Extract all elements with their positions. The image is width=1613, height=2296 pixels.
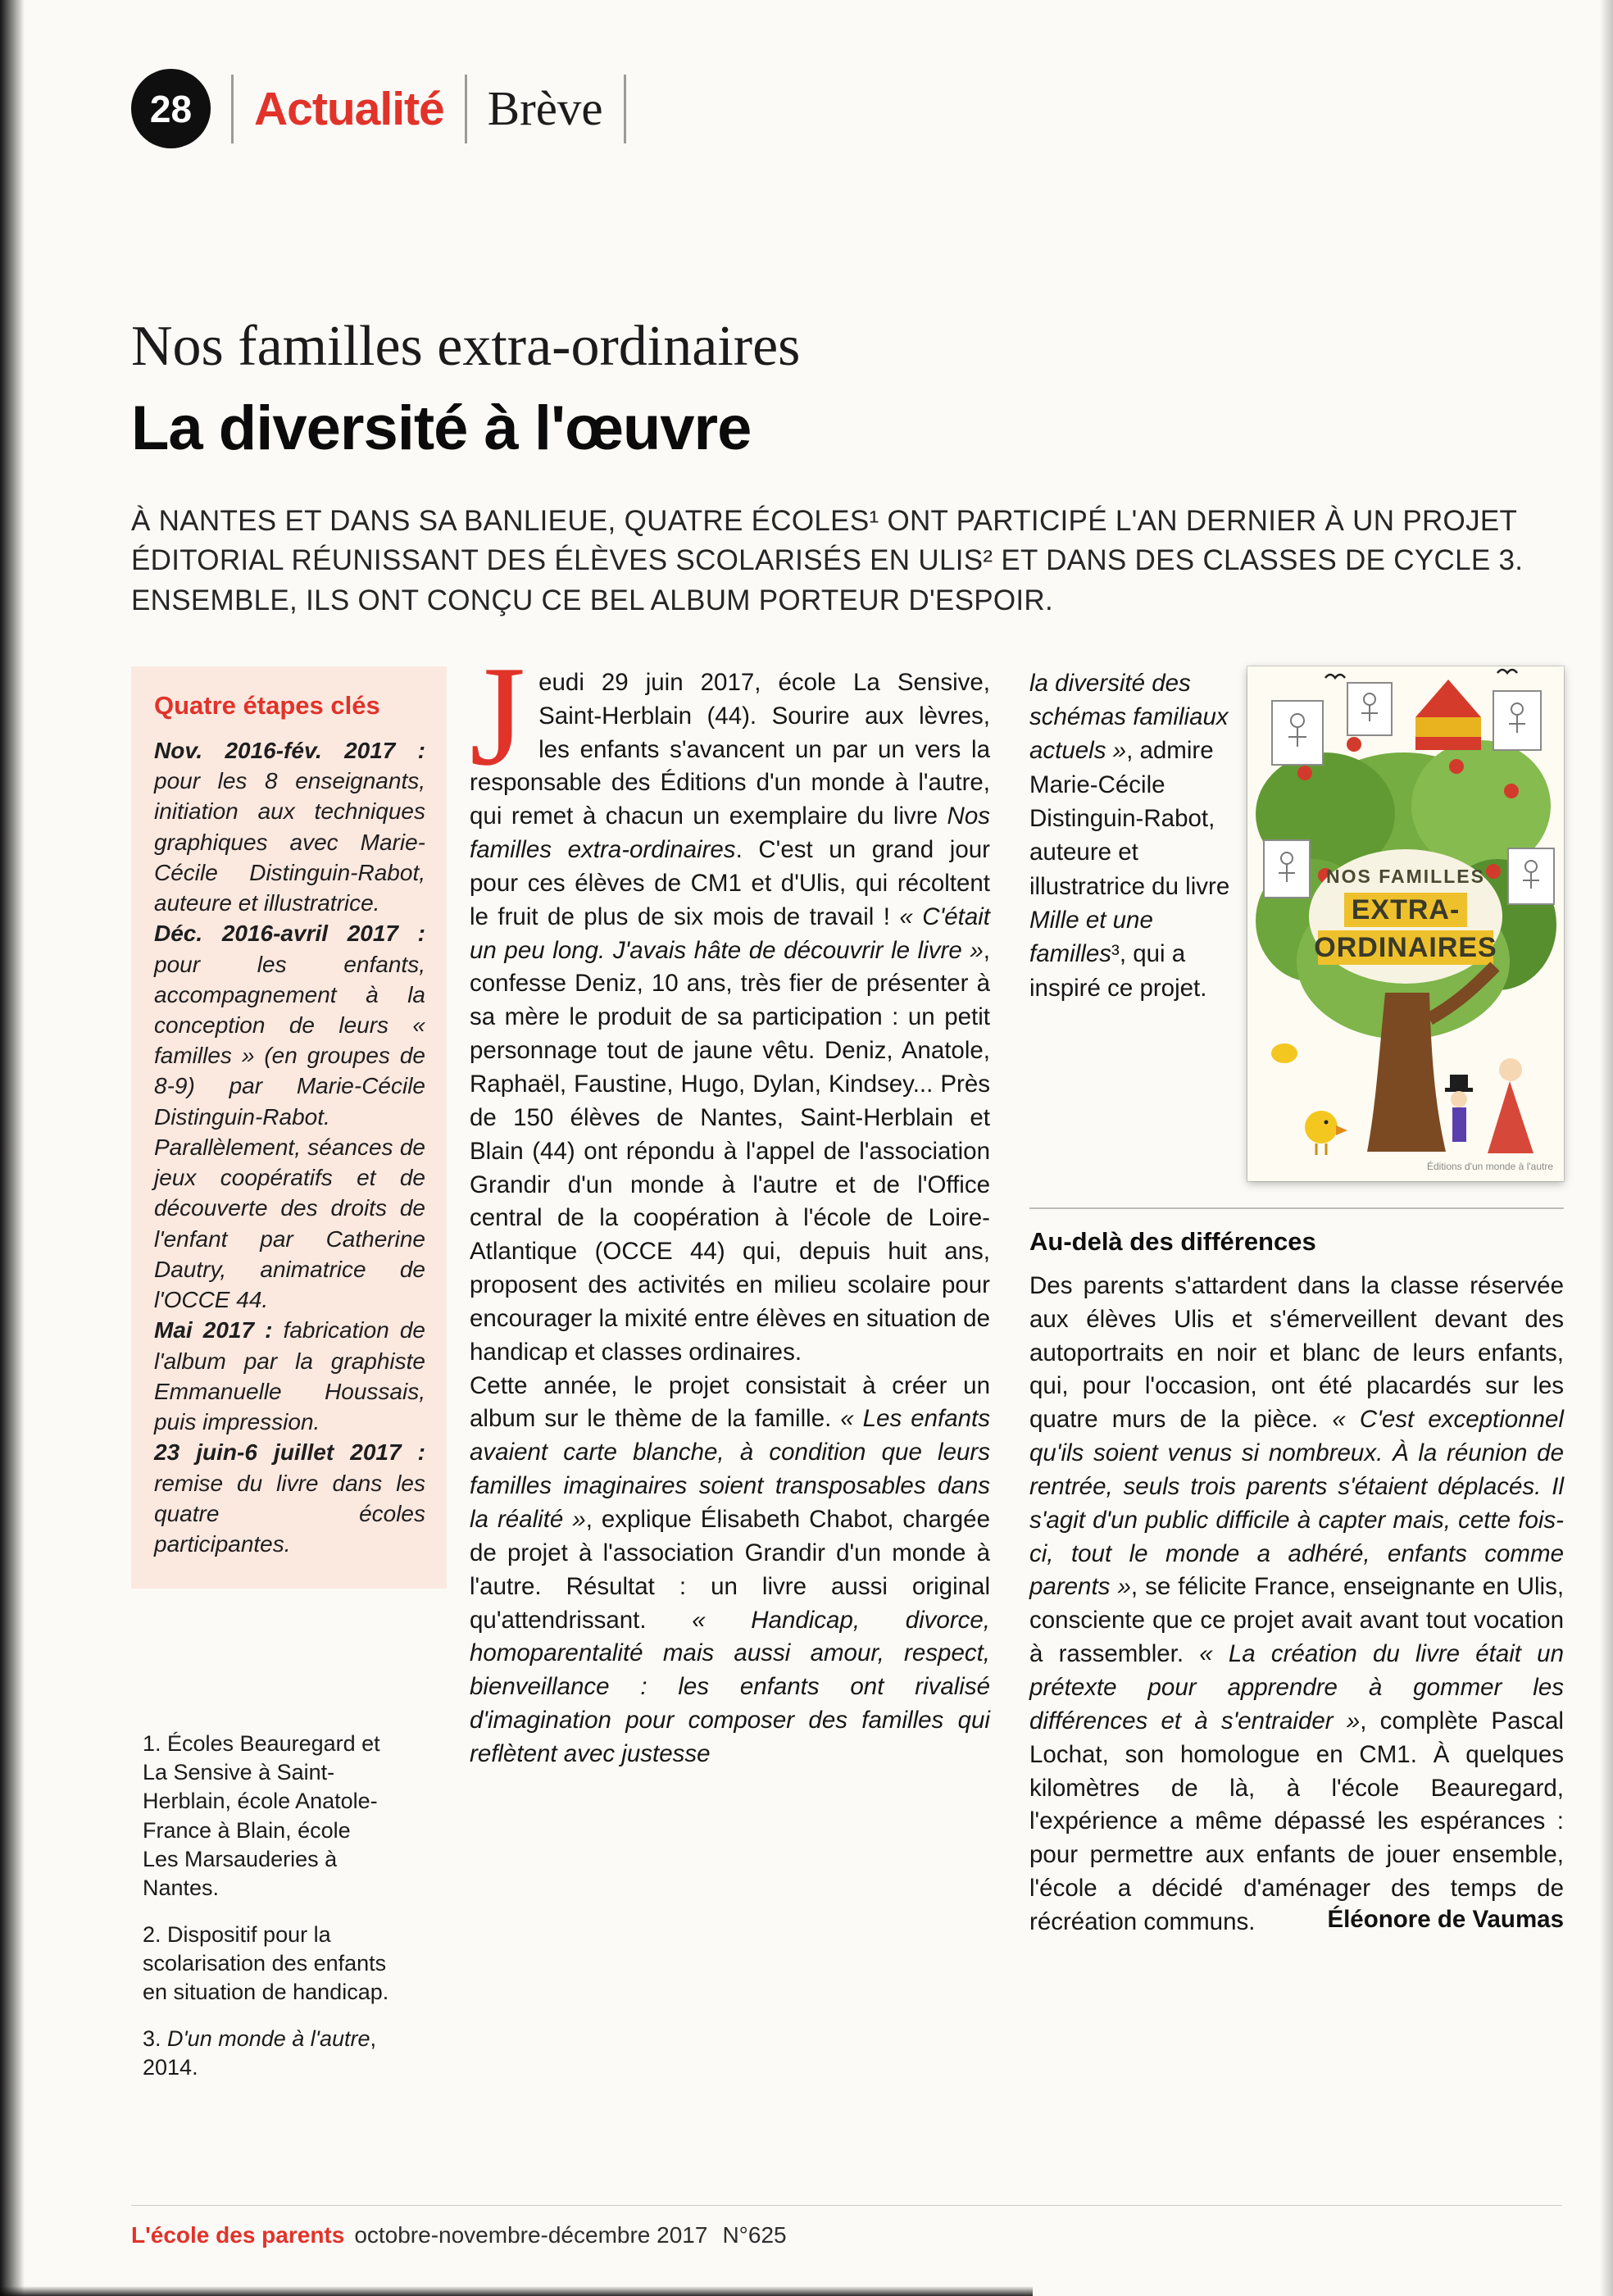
issue-period: octobre-novembre-décembre 2017 bbox=[354, 2222, 708, 2248]
body-paragraph: Des parents s'attardent dans la classe réservée aux élèves Ulis et s'émerveillent devant des autoportraits en noir et blanc de leurs enfants, qui, pour l'occasion, ont été placardés sur les quatre murs de la pièce. « C'est exceptionnel qu'ils soient venus si nombreux. À la réunion de rentrée, seuls trois parents s'étaient déplacés. Il s'agit d'un public difficile à capter mais, cette fois-ci, tout le monde a adhéré, enfants comme parents », se félicite France, enseignante en Ulis, consciente que ce projet avait avant tout vocation à rassembler. « La création du livre était un prétexte pour apprendre à gommer les différences et à s'entraider », complète Pascal Lochat, son homologue en CM1. À quelques kilomètres de là, à l'école Beauregard, l'expérience a même dépassé les espérances : pour permettre aux enfants de jouer ensemble, l'école a décidé d'aménager des temps de récréation communs. bbox=[1029, 1271, 1565, 1935]
scan-edge-bottom bbox=[0, 2286, 1033, 2296]
scan-edge-right bbox=[1600, 0, 1613, 2296]
footnotes bbox=[143, 1730, 390, 2082]
key-steps-title: Quatre étapes clés bbox=[154, 690, 380, 720]
body-paragraph: Cette année, le projet consistait à créer un album sur le thème de la famille. « Les enfants avaient carte blanche, à condition que leurs familles imaginaires soient transposables dans la réalité », explique Élisabeth Chabot, chargée de projet à l'association Grandir d'un monde à l'autre. Résultat : un livre aussi original qu'attendrissant. « Handicap, divorce, homoparentalité mais aussi amour, respect, bienveillance : les enfants ont rivalisé d'imagination pour composer des familles qui reflètent avec justesse bbox=[470, 1371, 990, 1767]
dropcap: J bbox=[470, 635, 526, 795]
kicker-title: Nos familles extra-ordinaires bbox=[131, 315, 801, 378]
rubric-label: Brève bbox=[487, 81, 603, 135]
section-rule bbox=[1029, 1207, 1564, 1209]
cover-series-title: NOS FAMILLES bbox=[1326, 865, 1485, 887]
masthead bbox=[131, 69, 1564, 148]
subsection-heading: Au-delà des différences bbox=[1029, 1226, 1316, 1256]
article-columns bbox=[131, 635, 1565, 2100]
issue-number: N°625 bbox=[722, 2222, 787, 2248]
book-cover-illustration bbox=[1247, 666, 1564, 1181]
masthead-divider bbox=[465, 75, 467, 143]
key-step: Déc. 2016-avril 2017 : pour les enfants, accompagnement à la conception de leurs « familles » (en groupes de 8-9) par Marie-Cécile Distinguin-Rabot. Parallèlement, séances de jeux coopératifs et de découverte des droits de l'enfant par Catherine Dautry, animatrice de l'OCCE 44. bbox=[154, 921, 425, 1313]
continuation-text bbox=[1029, 666, 1233, 1005]
scan-edge-left bbox=[0, 0, 25, 2296]
footnote: 1. Écoles Beauregard et La Sensive à Saint-Herblain, école Anatole-France à Blain, école Les Marsauderies à Nantes. bbox=[143, 1731, 380, 1900]
left-column bbox=[131, 666, 447, 2100]
page-number-badge bbox=[131, 69, 211, 148]
cover-title-line1: EXTRA- bbox=[1351, 893, 1461, 925]
key-step: Nov. 2016-fév. 2017 : pour les 8 enseignants, initiation aux techniques graphiques avec Marie-Cécile Distinguin-Rabot, auteure et illustratrice. bbox=[154, 737, 425, 916]
section-label: Actualité bbox=[254, 82, 444, 135]
page-number: 28 bbox=[149, 87, 193, 130]
page-footer bbox=[131, 2205, 1562, 2248]
key-step: Mai 2017 : fabrication de l'album par la graphiste Emmanuelle Houssais, puis impression. bbox=[154, 1317, 425, 1435]
right-column-top bbox=[1029, 666, 1564, 1181]
cover-publisher: Éditions d'un monde à l'autre bbox=[1426, 1160, 1554, 1172]
magazine-name: L'école des parents bbox=[131, 2222, 345, 2248]
byline: Éléonore de Vaumas bbox=[1327, 1905, 1564, 1933]
headline: La diversité à l'œuvre bbox=[131, 393, 752, 463]
cover-title-line2: ORDINAIRES bbox=[1314, 931, 1497, 963]
body-paragraph: la diversité des schémas familiaux actuels », admire Marie-Cécile Distinguin-Rabot, auteure et illustratrice du livre Mille et une familles³, qui a inspiré ce projet. bbox=[1029, 669, 1230, 1002]
key-steps-box bbox=[131, 666, 447, 1589]
footnote: 2. Dispositif pour la scolarisation des enfants en situation de handicap. bbox=[143, 1921, 389, 2004]
key-step: 23 juin-6 juillet 2017 : remise du livre dans les quatre écoles participantes. bbox=[154, 1439, 425, 1557]
middle-column bbox=[470, 635, 990, 1771]
masthead-divider bbox=[624, 75, 626, 143]
standfirst: À NANTES ET DANS SA BANLIEUE, QUATRE ÉCOLES¹ ONT PARTICIPÉ L'AN DERNIER À UN PROJET ÉDITORIAL RÉUNISSANT DES ÉLÈVES SCOLARISÉS EN ULIS² ET DANS DES CLASSES DE CYCLE 3. ENSEMBLE, ILS ONT CONÇU CE BEL ALBUM PORTEUR D'ESPOIR. bbox=[131, 505, 1524, 616]
masthead-divider bbox=[231, 75, 234, 143]
body-paragraph: Jeudi 29 juin 2017, école La Sensive, Saint-Herblain (44). Sourire aux lèvres, les enfants s'avancent un par un vers la responsable des Éditions d'un monde à l'autre, qui remet à chacun un exemplaire du livre Nos familles extra-ordinaires. C'est un grand jour pour ces élèves de CM1 et d'Ulis, qui récoltent le fruit de plus de six mois de travail ! « C'était un peu long. J'avais hâte de découvrir le livre », confesse Deniz, 10 ans, très fier de présenter à sa mère le produit de sa participation : un petit personnage tout de jaune vêtu. Deniz, Anatole, Raphaël, Faustine, Hugo, Dylan, Kindsey... Près de 150 élèves de Nantes, Saint-Herblain et Blain (44) ont répondu à l'appel de l'association Grandir d'un monde à l'autre et de l'Office central de la coopération à l'école de Loire-Atlantique (OCCE 44) qui, depuis huit ans, proposent des activités en milieu scolaire pour encourager la mixité entre élèves en situation de handicap et classes ordinaires. bbox=[470, 635, 990, 1366]
right-column bbox=[1029, 666, 1564, 1934]
footnote: 3. D'un monde à l'autre, 2014. bbox=[143, 2026, 377, 2080]
